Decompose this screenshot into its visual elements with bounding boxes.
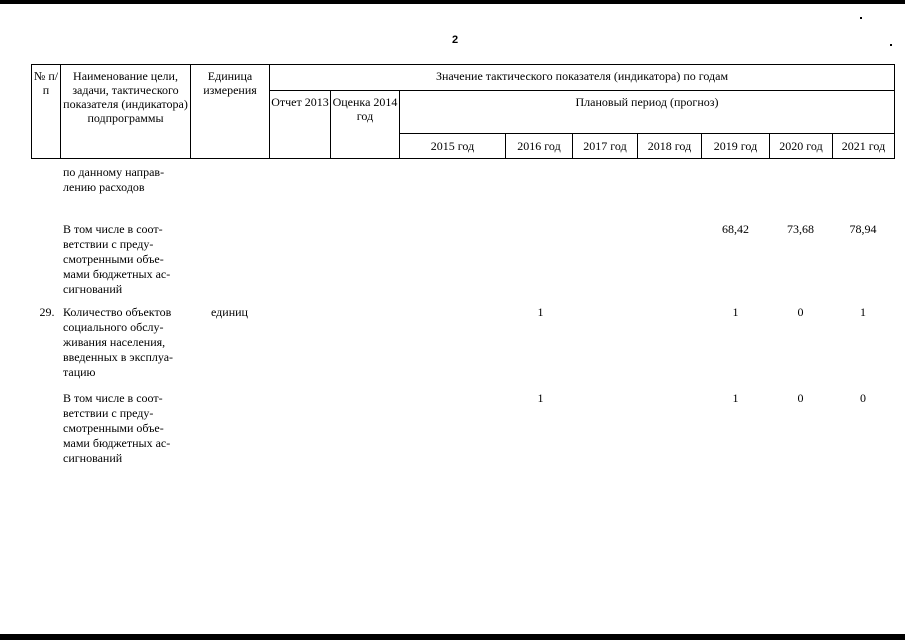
scan-edge-bottom <box>0 634 905 640</box>
cell-2020: 73,68 <box>787 222 814 236</box>
page-number: 2 <box>451 34 459 46</box>
cell-2019: 1 <box>732 391 739 405</box>
row-name: по данному направ- лению расходов <box>63 165 165 194</box>
year-2021: 2021 год <box>833 134 895 159</box>
year-2018: 2018 год <box>638 134 702 159</box>
row-unit: единиц <box>211 305 248 319</box>
indicator-table-header <box>31 64 895 159</box>
cell-2019: 1 <box>732 305 739 319</box>
year-2016: 2016 год <box>506 134 573 159</box>
header-values: Значение тактического показателя (индикатора) по годам <box>270 65 895 91</box>
row-name: Количество объектов социального обслу- живания населения, введенных в эксплуа- тацию <box>63 305 174 379</box>
header-name: Наименование цели, задачи, тактического показателя (индикатора) подпрограммы <box>61 65 191 159</box>
row-name: В том числе в соот- ветствии с преду- смотренными объе- мами бюджетных ас- сигнований <box>63 391 171 465</box>
header-estimate: Оценка 2014 год <box>331 91 400 159</box>
year-2020: 2020 год <box>770 134 833 159</box>
year-2019: 2019 год <box>702 134 770 159</box>
cell-2016: 1 <box>537 305 544 319</box>
scan-speck <box>860 17 862 19</box>
cell-2021: 0 <box>860 391 866 405</box>
scan-speck <box>890 44 892 46</box>
header-no: № п/п <box>32 65 61 159</box>
cell-2019: 68,42 <box>722 222 749 236</box>
row-name: В том числе в соот- ветствии с преду- смотренными объе- мами бюджетных ас- сигнований <box>63 222 171 296</box>
cell-2016: 1 <box>537 391 544 405</box>
cell-2020: 0 <box>797 391 804 405</box>
scan-edge-top <box>0 0 905 4</box>
cell-2020: 0 <box>797 305 804 319</box>
header-unit: Единица измерения <box>191 65 270 159</box>
row-number: 29. <box>39 305 55 319</box>
year-2017: 2017 год <box>573 134 638 159</box>
header-plan: Плановый период (прогноз) <box>400 91 895 134</box>
cell-2021: 1 <box>860 305 866 319</box>
year-2015: 2015 год <box>400 134 506 159</box>
header-report: Отчет 2013 <box>270 91 331 159</box>
cell-2021: 78,94 <box>849 222 877 236</box>
